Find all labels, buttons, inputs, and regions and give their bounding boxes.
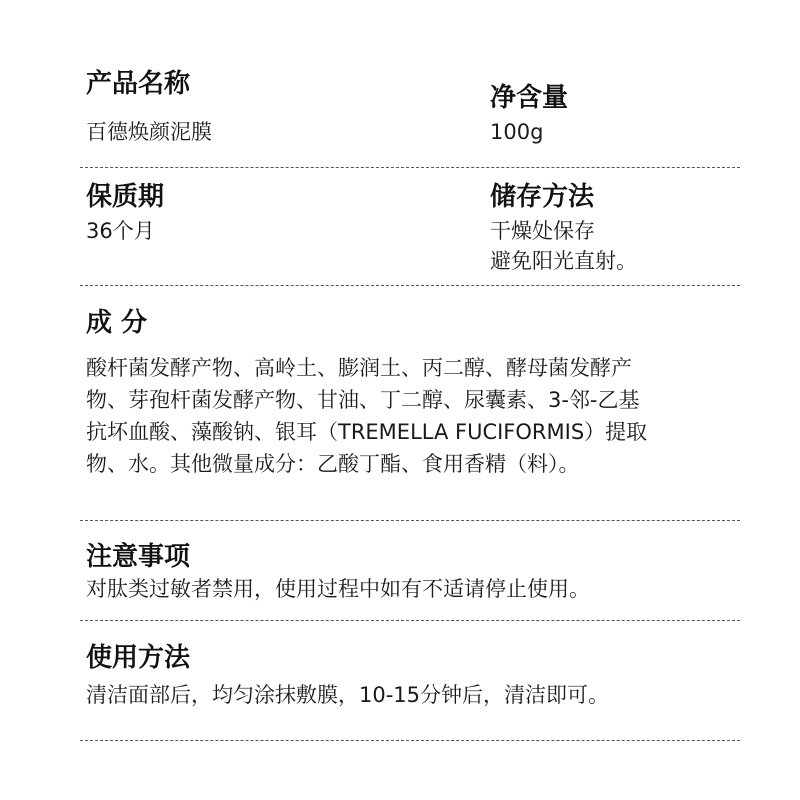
ingredients-list — [86, 352, 726, 480]
divider — [80, 285, 740, 286]
product-name-value: 百德焕颜泥膜 — [86, 120, 212, 144]
net-content-heading: 净含量 — [490, 83, 569, 113]
precautions-heading: 注意事项 — [86, 542, 191, 572]
divider — [80, 167, 740, 168]
divider — [80, 620, 740, 621]
ingredients-line: 酸杆菌发酵产物、高岭土、膨润土、丙二醇、酵母菌发酵产 — [86, 356, 632, 380]
ingredients-line: 物、芽孢杆菌发酵产物、甘油、丁二醇、尿囊素、3-邻-乙基 — [86, 388, 640, 412]
storage-heading: 储存方法 — [490, 182, 595, 212]
precautions-text: 对肽类过敏者禁用，使用过程中如有不适请停止使用。 — [86, 577, 590, 601]
ingredients-line: 抗坏血酸、藻酸钠、银耳（TREMELLA FUCIFORMIS）提取 — [86, 420, 648, 444]
ingredients-heading: 成 分 — [86, 308, 148, 338]
divider — [80, 740, 740, 741]
usage-text: 清洁面部后，均匀涂抹敷膜，10-15分钟后，清洁即可。 — [86, 683, 610, 707]
shelf-life-heading: 保质期 — [86, 182, 165, 212]
net-content-value: 100g — [490, 120, 544, 144]
shelf-life-value: 36个月 — [86, 219, 155, 243]
product-name-heading: 产品名称 — [86, 69, 191, 99]
usage-heading: 使用方法 — [86, 643, 191, 673]
storage-line: 干燥处保存 — [490, 219, 595, 243]
storage-line: 避免阳光直射。 — [490, 249, 637, 273]
ingredients-line: 物、水。其他微量成分：乙酸丁酯、食用香精（料）。 — [86, 452, 580, 476]
divider — [80, 520, 740, 521]
